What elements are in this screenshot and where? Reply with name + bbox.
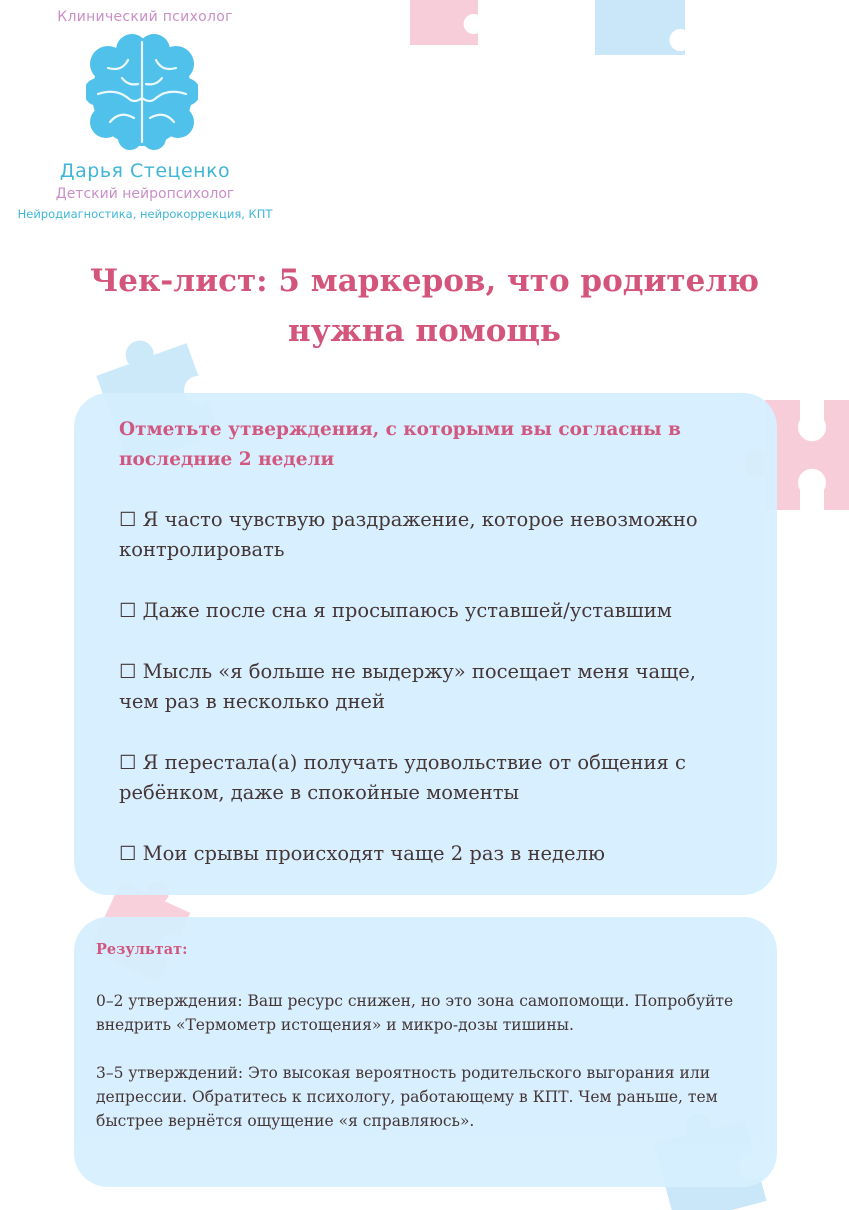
checklist-item[interactable]: ☐ Мысль «я больше не выдержу» посещает меня чаще, чем раз в несколько дней [119,660,696,713]
puzzle-piece-icon [400,0,500,45]
result-card [74,917,777,1187]
brand-specialization: Нейродиагностика, нейрокоррекция, КПТ [17,207,273,221]
brand-role: Детский нейропсихолог [55,186,235,202]
brand-top-label: Клинический психолог [57,9,233,25]
checklist-item[interactable]: ☐ Я часто чувствую раздражение, которое невозможно контролировать [119,508,698,561]
page-title: Чек-лист: 5 маркеров, что родителю нужна помощь [89,263,760,349]
checklist-items [119,505,739,900]
checklist-card [74,393,777,895]
result-body [96,989,766,1157]
result-paragraph: 0–2 утверждения: Ваш ресурс снижен, но это зона самопомощи. Попробуйте внедрить «Термометр истощения» и микро-дозы тишины. [96,992,734,1034]
result-heading: Результат: [96,941,188,958]
brand-name: Дарья Стеценко [59,160,231,182]
result-paragraph: 3–5 утверждений: Это высокая вероятность родительского выгорания или депрессии. Обратитесь к психологу, работающему в КПТ. Чем раньше, тем быстрее вернётся ощущение «я справляюсь». [96,1064,718,1130]
brain-icon [86,34,198,150]
checklist-item[interactable]: ☐ Даже после сна я просыпаюсь уставшей/уставшим [119,599,672,622]
puzzle-piece-icon [580,0,700,55]
checklist-item[interactable]: ☐ Мои срывы происходят чаще 2 раз в неделю [119,842,605,865]
checklist-item[interactable]: ☐ Я перестала(а) получать удовольствие от общения с ребёнком, даже в спокойные моменты [119,751,686,804]
checklist-heading: Отметьте утверждения, с которыми вы согласны в последние 2 недели [119,419,681,470]
